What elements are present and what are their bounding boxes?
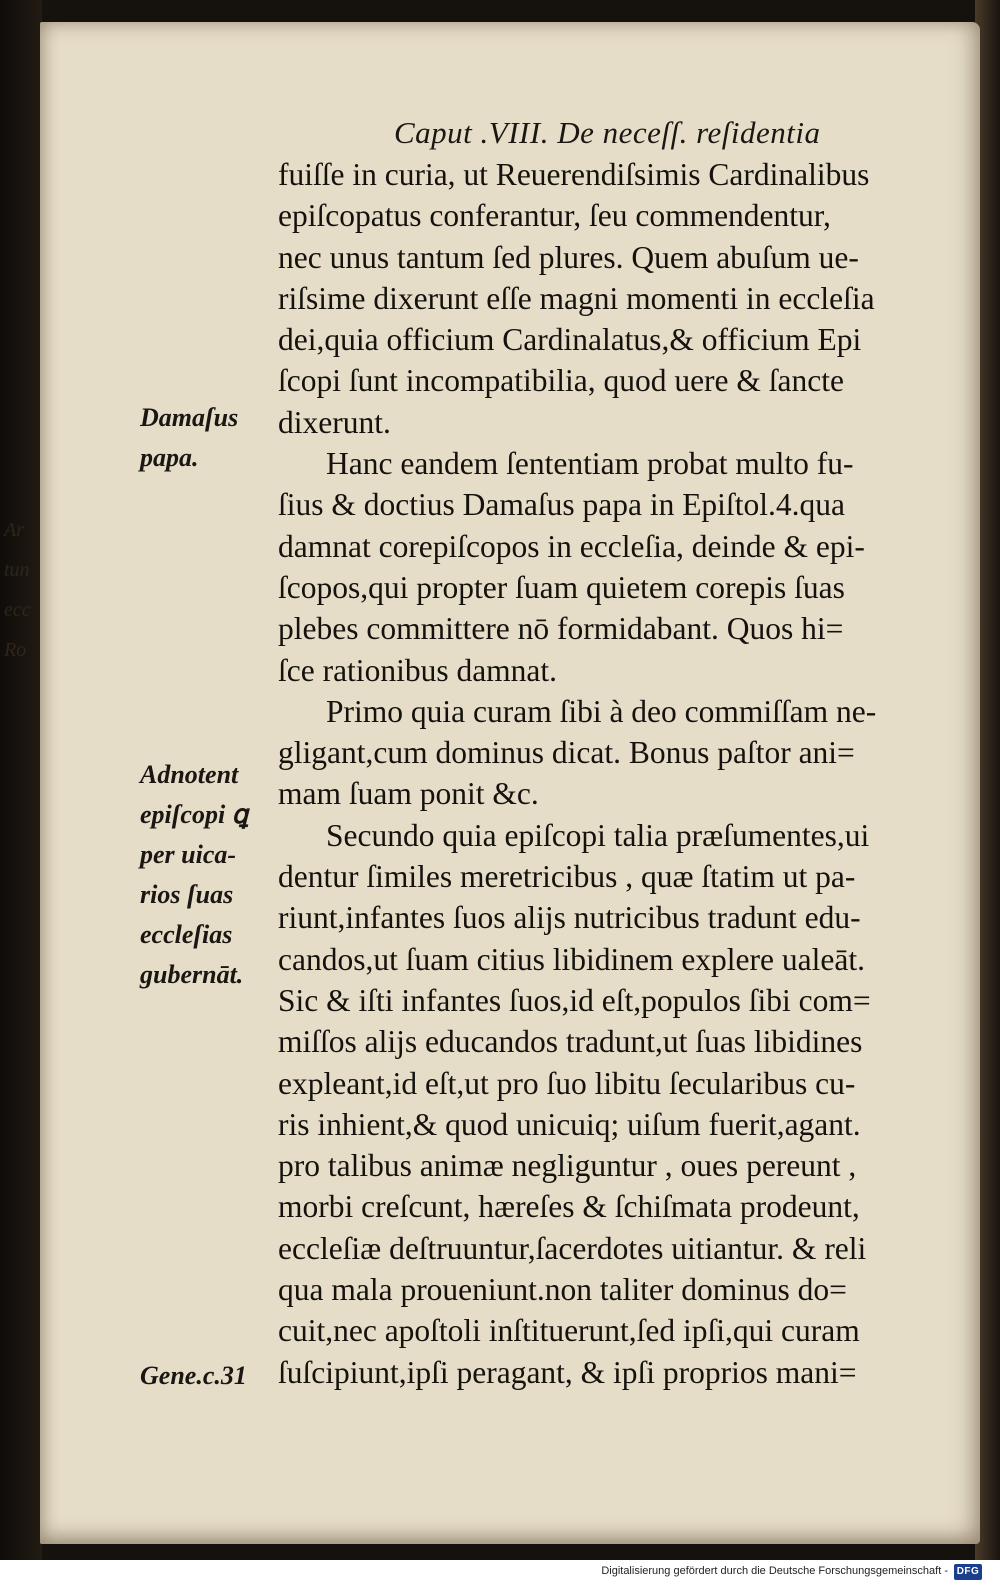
margin-note-line: per uica- bbox=[140, 840, 237, 869]
funding-credit: Digitalisierung gefördert durch die Deutsche Forschungsgemeinschaft - bbox=[601, 1565, 948, 1577]
text-line: cuit,nec apoſtoli inſtituerunt,ſed ipſi,qui curam bbox=[278, 1313, 860, 1349]
margin-note-adnotent bbox=[140, 755, 275, 995]
text-line: miſſos alijs educandos tradunt,ut ſuas libidines bbox=[278, 1024, 863, 1060]
text-line: dei,quia officium Cardinalatus,& officium Epi bbox=[278, 322, 862, 358]
text-line: ris inhient,& quod unicuiq; uiſum fuerit,agant. bbox=[278, 1106, 861, 1142]
margin-note-line: Damaſus bbox=[140, 403, 239, 432]
text-line: morbi creſcunt, hæreſes & ſchiſmata prodeunt, bbox=[278, 1189, 860, 1225]
text-line: mam ſuam ponit &c. bbox=[278, 776, 539, 812]
text-line: ſius & doctius Damaſus papa in Epiſtol.4.qua bbox=[278, 487, 845, 523]
text-line: fuiſſe in curia, ut Reuerendiſsimis Cardinalibus bbox=[278, 157, 870, 192]
text-line: riſsime dixerunt eſſe magni momenti in eccleſia bbox=[278, 280, 875, 316]
bleed-line: ecc bbox=[4, 599, 31, 621]
text-line: dixerunt. bbox=[278, 404, 391, 440]
text-line: Hanc eandem ſententiam probat multo fu- bbox=[326, 446, 854, 482]
text-line: eccleſiæ deſtruuntur,ſacerdotes uitiantur. & reli bbox=[278, 1230, 867, 1266]
text-line: damnat corepiſcopos in eccleſia, deinde & epi- bbox=[278, 528, 865, 564]
text-line: plebes committere nō formidabant. Quos hi= bbox=[278, 611, 844, 647]
margin-note-line: gubernāt. bbox=[140, 960, 244, 989]
book-edge-left bbox=[0, 0, 42, 1560]
text-line: ſcopos,qui propter ſuam quietem corepis ſuas bbox=[278, 569, 845, 605]
text-line: ſuſcipiunt,ipſi peragant, & ipſi proprios mani= bbox=[278, 1354, 857, 1390]
margin-note-line: eccleſias bbox=[140, 920, 233, 949]
text-line: ſce rationibus damnat. bbox=[278, 652, 558, 688]
text-line: Secundo quia epiſcopi talia præſumentes,ui bbox=[326, 817, 870, 853]
margin-note-line: Gene.c.31 bbox=[140, 1361, 247, 1390]
dfg-logo: DFG bbox=[954, 1564, 982, 1580]
facing-page-bleed bbox=[0, 510, 44, 670]
body-text bbox=[278, 154, 968, 1393]
text-line: gligant,cum dominus dicat. Bonus paſtor ani= bbox=[278, 735, 855, 771]
text-line: ſcopi ſunt incompatibilia, quod uere & ſancte bbox=[278, 363, 844, 399]
text-line: qua mala proueniunt.non taliter dominus do= bbox=[278, 1272, 847, 1308]
margin-note-line: Adnotent bbox=[140, 760, 239, 789]
bleed-line: tun bbox=[4, 559, 30, 581]
text-line: nec unus tantum ſed plures. Quem abuſum ue- bbox=[278, 239, 859, 275]
margin-note-genesis bbox=[140, 1356, 275, 1396]
margin-note-line: epiſcopi ꝗ bbox=[140, 800, 249, 829]
bleed-line: Ar bbox=[4, 519, 24, 541]
text-line: candos,ut ſuam citius libidinem explere ualeāt. bbox=[278, 941, 865, 977]
bleed-line: Ro bbox=[4, 639, 27, 661]
running-head: Caput .VIII. De neceſſ. reſidentia bbox=[394, 115, 821, 150]
book-page bbox=[40, 22, 980, 1544]
text-line: Sic & iſti infantes ſuos,id eſt,populos ſibi com= bbox=[278, 982, 871, 1018]
text-line: pro talibus animæ negliguntur , oues pereunt , bbox=[278, 1148, 857, 1184]
text-line: expleant,id eſt,ut pro ſuo libitu ſecularibus cu- bbox=[278, 1065, 856, 1101]
margin-note-damasus bbox=[140, 398, 275, 478]
text-line: epiſcopatus conferantur, ſeu commendentur, bbox=[278, 198, 831, 234]
margin-note-line: papa. bbox=[140, 443, 199, 472]
margin-note-line: rios ſuas bbox=[140, 880, 234, 909]
text-line: riunt,infantes ſuos alijs nutricibus tradunt edu- bbox=[278, 900, 861, 936]
text-line: dentur ſimiles meretricibus , quæ ſtatim ut pa- bbox=[278, 859, 856, 895]
text-line: Primo quia curam ſibi à deo commiſſam ne- bbox=[326, 693, 877, 729]
footer-bar bbox=[0, 1560, 1000, 1588]
